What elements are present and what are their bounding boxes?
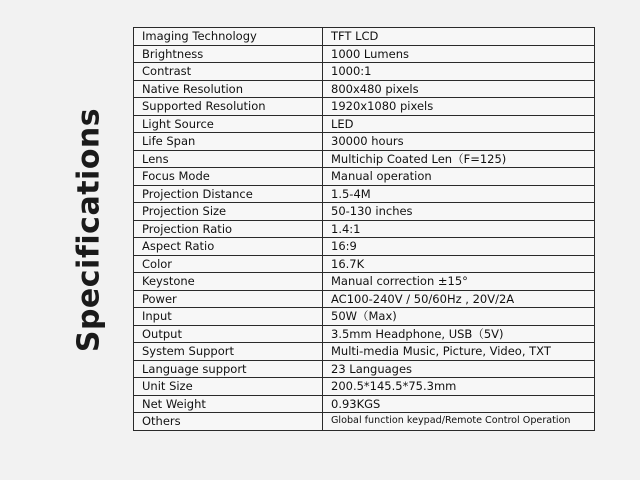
row-value: Manual operation	[323, 168, 595, 186]
table-row	[134, 133, 595, 151]
row-value: 23 Languages	[323, 360, 595, 378]
row-value: 1000 Lumens	[323, 45, 595, 63]
row-label: Color	[134, 255, 323, 273]
row-value: 16:9	[323, 238, 595, 256]
row-value: 50-130 inches	[323, 203, 595, 221]
table-row	[134, 413, 595, 431]
table-row	[134, 168, 595, 186]
table-row	[134, 360, 595, 378]
row-label: Light Source	[134, 115, 323, 133]
spec-table	[133, 27, 595, 431]
table-row	[134, 238, 595, 256]
table-row	[134, 63, 595, 81]
table-row	[134, 150, 595, 168]
row-label: Focus Mode	[134, 168, 323, 186]
row-label: Imaging Technology	[134, 28, 323, 46]
table-row	[134, 80, 595, 98]
row-value: LED	[323, 115, 595, 133]
specifications-title: Specifications	[71, 107, 107, 353]
row-value: 1.4:1	[323, 220, 595, 238]
row-label: System Support	[134, 343, 323, 361]
row-value: 1000:1	[323, 63, 595, 81]
table-row	[134, 115, 595, 133]
row-value: 200.5*145.5*75.3mm	[323, 378, 595, 396]
table-row	[134, 220, 595, 238]
row-label: Projection Ratio	[134, 220, 323, 238]
row-value: 1920x1080 pixels	[323, 98, 595, 116]
table-row	[134, 343, 595, 361]
table-row	[134, 378, 595, 396]
row-label: Supported Resolution	[134, 98, 323, 116]
table-row	[134, 325, 595, 343]
table-row	[134, 98, 595, 116]
table-row	[134, 185, 595, 203]
row-value: 30000 hours	[323, 133, 595, 151]
row-label: Aspect Ratio	[134, 238, 323, 256]
row-label: Contrast	[134, 63, 323, 81]
row-label: Life Span	[134, 133, 323, 151]
row-value: Global function keypad/Remote Control Operation	[323, 413, 595, 431]
table-row	[134, 395, 595, 413]
row-value: 800x480 pixels	[323, 80, 595, 98]
row-label: Brightness	[134, 45, 323, 63]
row-label: Projection Size	[134, 203, 323, 221]
row-label: Others	[134, 413, 323, 431]
row-value: 0.93KGS	[323, 395, 595, 413]
row-value: Multichip Coated Len（F=125)	[323, 150, 595, 168]
row-label: Net Weight	[134, 395, 323, 413]
row-value: TFT LCD	[323, 28, 595, 46]
table-row	[134, 273, 595, 291]
table-row	[134, 308, 595, 326]
row-label: Unit Size	[134, 378, 323, 396]
row-label: Projection Distance	[134, 185, 323, 203]
table-row	[134, 45, 595, 63]
row-label: Language support	[134, 360, 323, 378]
row-value: 16.7K	[323, 255, 595, 273]
row-value: AC100-240V / 50/60Hz , 20V/2A	[323, 290, 595, 308]
row-label: Input	[134, 308, 323, 326]
row-label: Power	[134, 290, 323, 308]
row-value: 3.5mm Headphone, USB（5V)	[323, 325, 595, 343]
table-row	[134, 255, 595, 273]
row-value: Multi-media Music, Picture, Video, TXT	[323, 343, 595, 361]
row-label: Keystone	[134, 273, 323, 291]
row-value: 50W（Max)	[323, 308, 595, 326]
row-label: Native Resolution	[134, 80, 323, 98]
table-row	[134, 203, 595, 221]
table-row	[134, 290, 595, 308]
row-label: Lens	[134, 150, 323, 168]
table-row	[134, 28, 595, 46]
row-value: 1.5-4M	[323, 185, 595, 203]
row-value: Manual correction ±15°	[323, 273, 595, 291]
row-label: Output	[134, 325, 323, 343]
